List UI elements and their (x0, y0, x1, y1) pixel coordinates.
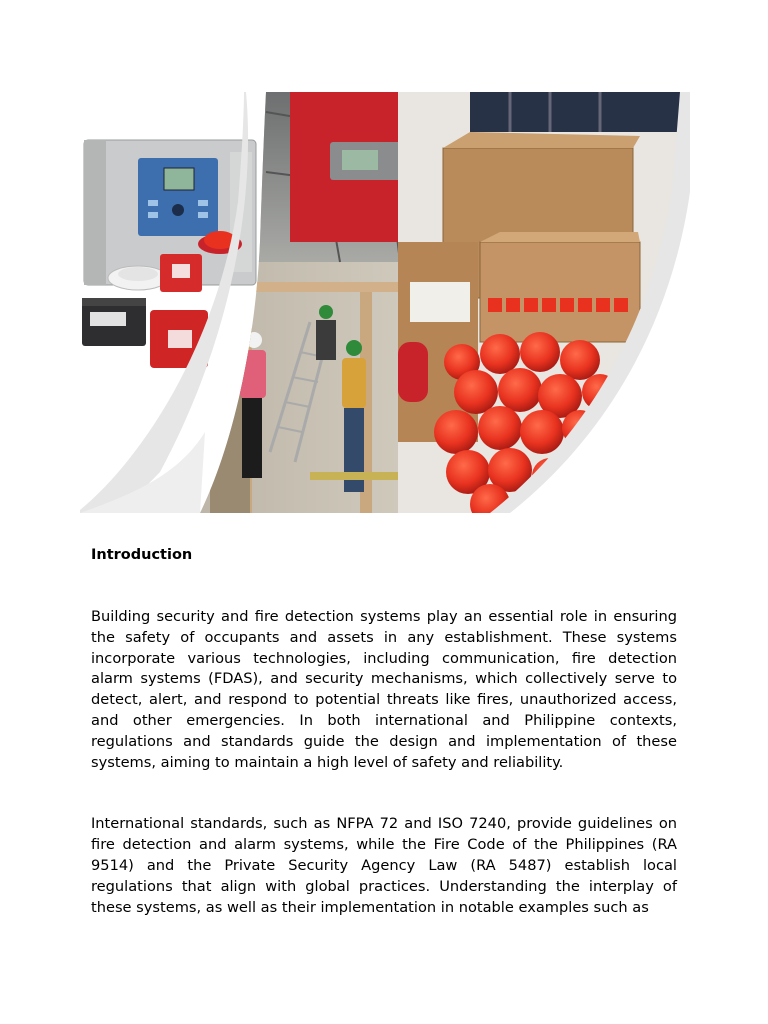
document-body (91, 544, 677, 918)
section-heading: Introduction (91, 547, 193, 563)
paragraph: International standards, such as NFPA 72 and ISO 7240, provide guidelines on fire detection and alarm systems, while the Fire Code of the Philippines (RA 9514) and the Private Security Agency Law (RA 5487) establish local regulations that align with global practices. Understanding the interplay of these systems, as well as their implementation in notable examples such as (91, 815, 677, 916)
paragraph: Building security and fire detection systems play an essential role in ensuring the safety of occupants and assets in any establishment. These systems incorporate various technologies, including communication, fire detection alarm systems (FDAS), and security mechanisms, which collectively serve to detect, alert, and respond to potential threats like fires, unauthorized access, and other emergencies. In both international and Philippine contexts, regulations and standards guide the design and implementation of these systems, aiming to maintain a high level of safety and reliability. (91, 608, 677, 771)
hero-image-collage (80, 92, 690, 513)
